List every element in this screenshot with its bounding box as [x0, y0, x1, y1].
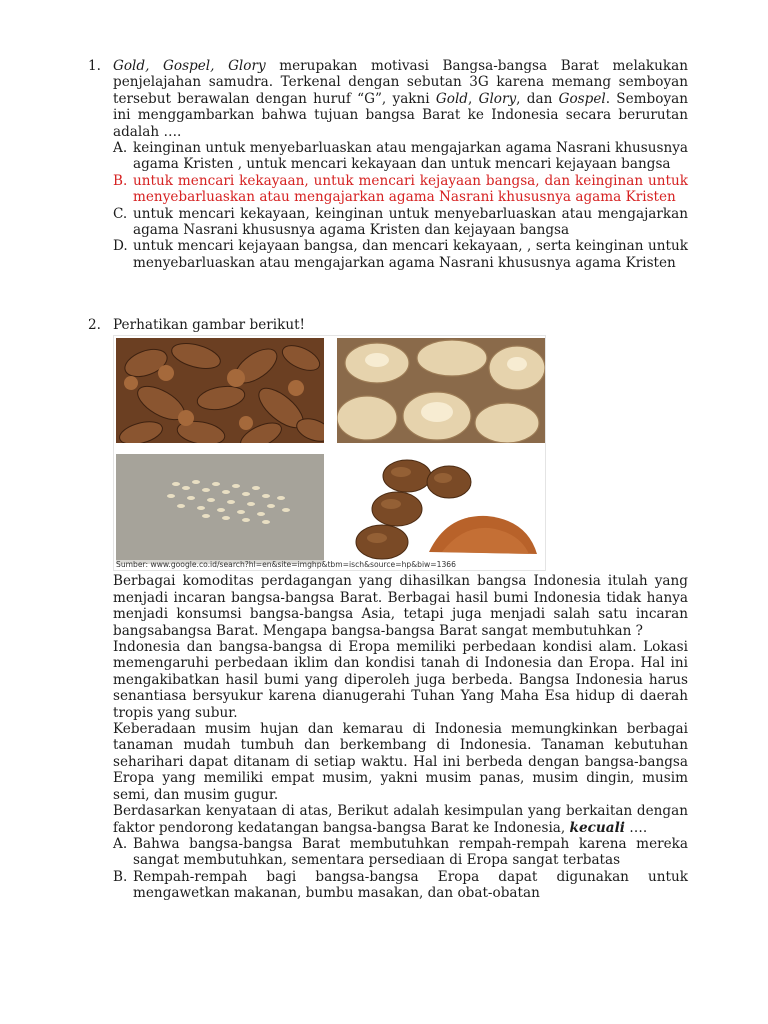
grains-photo: [116, 454, 324, 564]
q1-option-b-correct[interactable]: B. untuk mencari kekayaan, untuk mencari kejayaan bangsa, dan keinginan untuk menyebarluaskan atau mengajarkan agama Nasrani khususnya agama Kristen: [113, 172, 688, 206]
q2-option-b[interactable]: B. Rempah-rempah bagi bangsa-bangsa Eropa dapat digunakan untuk mengawetkan makanan, bumbu masakan, dan obat-obatan: [113, 868, 688, 902]
question-1-body: [113, 58, 688, 271]
cloves-photo: [116, 338, 324, 443]
question-1: [88, 58, 688, 271]
question-1-number: 1.: [88, 58, 101, 74]
question-2: [88, 317, 688, 902]
spice-photo-collage: [113, 335, 546, 571]
question-2-body: [113, 317, 688, 902]
q1-option-d[interactable]: D. untuk mencari kejayaan bangsa, dan mencari kekayaan, , serta keinginan untuk menyebarluaskan atau mengajarkan agama Nasrani khususnya agama Kristen: [113, 238, 688, 271]
candlenut-photo: [337, 338, 545, 443]
q2-option-a[interactable]: A. Bahwa bangsa-bangsa Barat membutuhkan rempah-rempah karena mereka sangat membutuhkan, sementara persediaan di Eropa sangat terbatas: [113, 835, 688, 869]
kecuali-keyword: kecuali: [569, 819, 625, 836]
image-source-caption: Sumber: www.google.co.id/search?hl=en&site=imghp&tbm=isch&source=hp&biw=1366: [116, 560, 456, 570]
q2-question: Berdasarkan kenyataan di atas, Berikut adalah kesimpulan yang berkaitan dengan faktor pendorong kedatangan bangsa-bangsa Barat ke Indonesia, kecuali ….: [113, 803, 688, 836]
q2-paragraph-1: Berbagai komoditas perdagangan yang dihasilkan bangsa Indonesia itulah yang menjadi incaran bangsa-bangsa Barat. Berbagai hasil bumi Indonesia tidak hanya menjadi konsumsi bangsa-bangsa Asia, tetapi juga menjadi salah satu incaran bangsabangsa Barat. Mengapa bangsa-bangsa Barat sangat membutuhkan ?: [113, 573, 688, 639]
question-2-intro: Perhatikan gambar berikut!: [113, 317, 305, 333]
q1-option-a[interactable]: A. keinginan untuk menyebarluaskan atau mengajarkan agama Nasrani khususnya agama Kristen , untuk mencari kekayaan dan untuk mencari kejayaan bangsa: [113, 140, 688, 173]
q1-option-c[interactable]: C. untuk mencari kekayaan, keinginan untuk menyebarluaskan atau mengajarkan agama Nasrani khususnya agama Kristen dan kejayaan bangsa: [113, 205, 688, 239]
q2-paragraph-2: Indonesia dan bangsa-bangsa di Eropa memiliki perbedaan kondisi alam. Lokasi memengaruhi perbedaan iklim dan kondisi tanah di Indonesia dan Eropa. Hal ini mengakibatkan hasil bumi yang diperoleh juga berbeda. Bangsa Indonesia harus senantiasa bersyukur karena dianugerahi Tuhan Yang Maha Esa hidup di daerah tropis yang subur.: [113, 639, 688, 721]
question-2-number: 2.: [88, 317, 101, 333]
question-1-stem: Gold, Gospel, Glory merupakan motivasi Bangsa-bangsa Barat melakukan penjelajahan samudra. Terkenal dengan sebutan 3G karena memang semboyan tersebut berawalan dengan huruf “G”, yakni Gold, Glory, dan Gospel. Semboyan ini menggambarkan bahwa tujuan bangsa Barat ke Indonesia secara berurutan adalah ….: [113, 58, 688, 140]
motto-3g: Gold, Gospel, Glory: [113, 58, 266, 74]
q2-paragraph-3: Keberadaan musim hujan dan kemarau di Indonesia memungkinkan berbagai tanaman mudah tumbuh dan berkembang di Indonesia. Tanaman kebutuhan seharihari dapat ditanam di setiap waktu. Hal ini berbeda dengan bangsa-bangsa Eropa yang memiliki empat musim, yakni musim panas, musim dingin, musim semi, dan musim gugur.: [113, 721, 688, 803]
nutmeg-photo: [337, 454, 545, 564]
